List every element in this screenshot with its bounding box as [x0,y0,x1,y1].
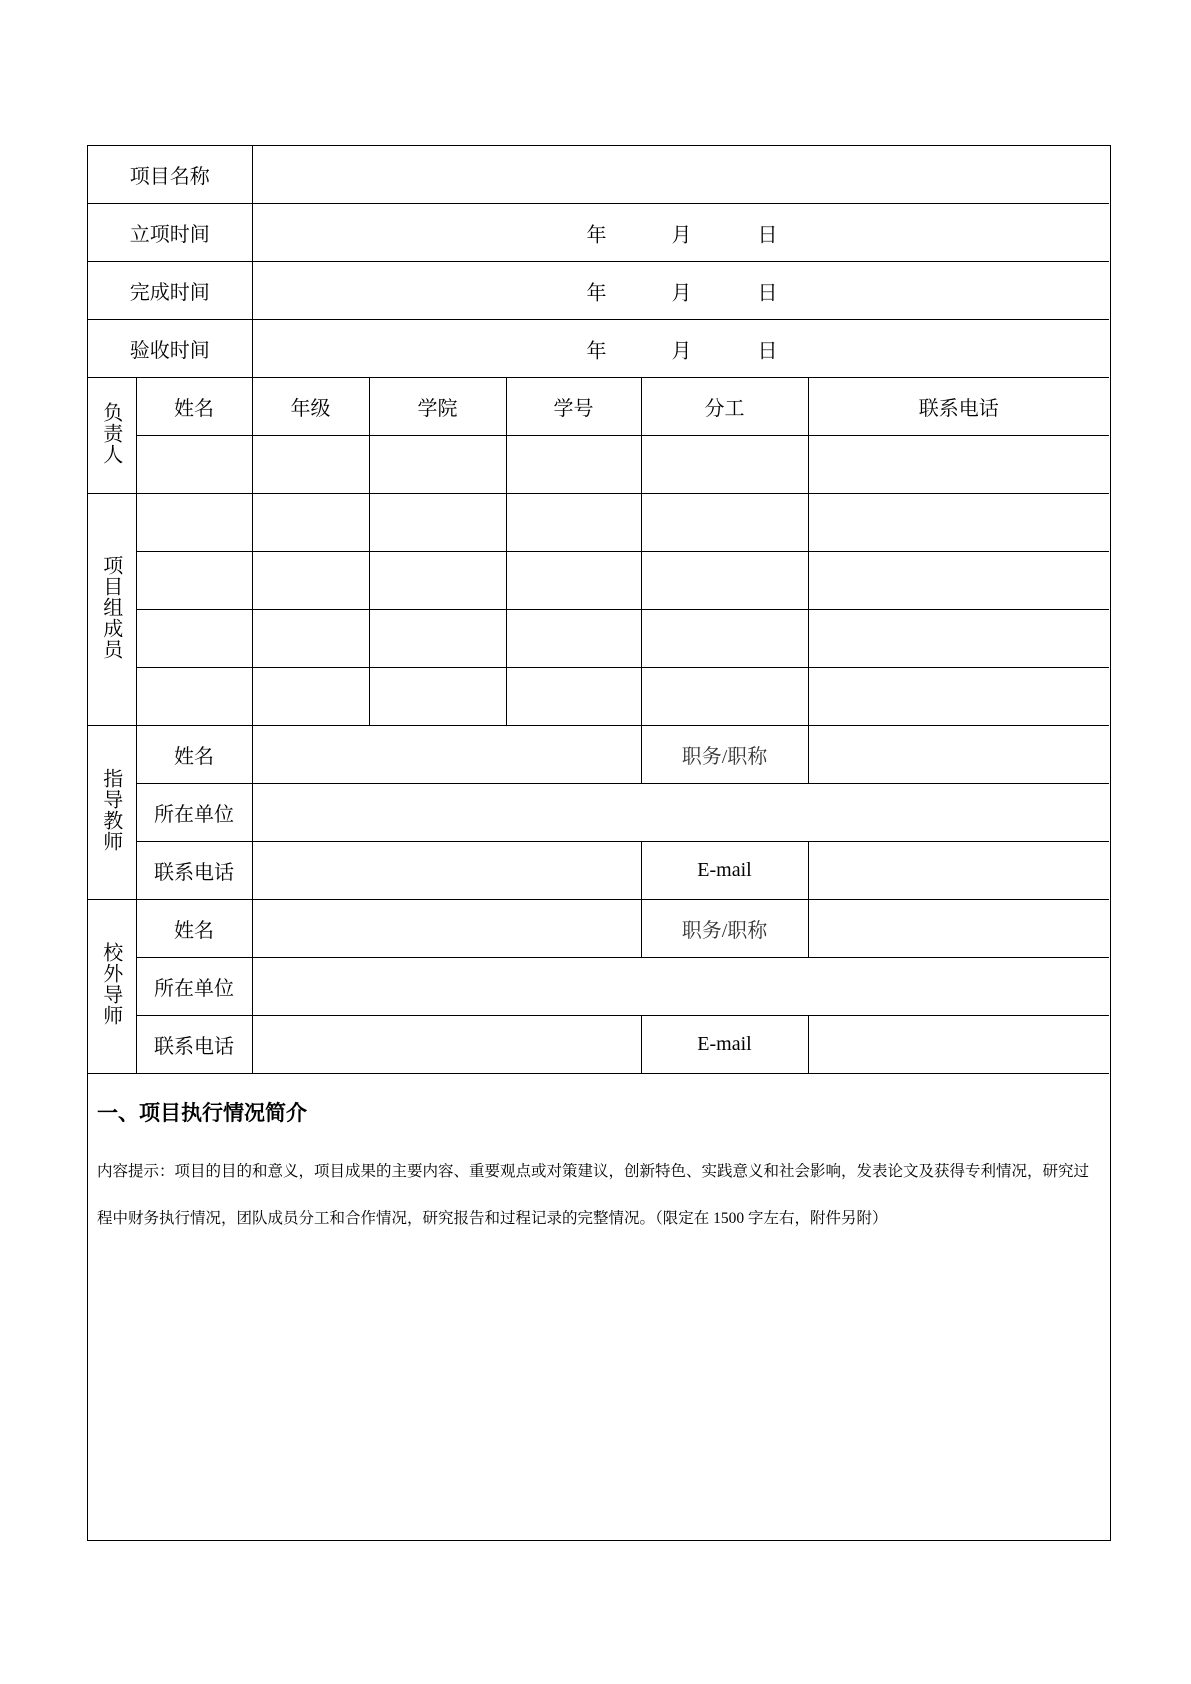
member-role-cell[interactable] [641,552,808,610]
advisor-unit-row [88,784,1109,842]
ext-advisor-unit-label: 所在单位 [136,958,252,1016]
month-unit: 月 [671,338,692,362]
advisor-name-row [88,726,1109,784]
year-unit: 年 [586,222,607,246]
member-row [88,494,1109,552]
ext-advisor-title-label: 职务/职称 [641,900,808,958]
advisor-title-field[interactable] [808,726,1109,784]
row-accept-date [88,320,1109,378]
start-date-field[interactable] [252,204,1109,262]
row-complete-date [88,262,1109,320]
project-name-label: 项目名称 [88,146,252,204]
header-name: 姓名 [136,378,252,436]
leader-grade-cell[interactable] [252,436,369,494]
member-college-cell[interactable] [369,552,506,610]
member-id-cell[interactable] [506,668,641,726]
member-row [88,552,1109,610]
row-start-date [88,204,1109,262]
header-student-id: 学号 [506,378,641,436]
ext-advisor-name-row [88,900,1109,958]
month-unit: 月 [671,222,692,246]
ext-advisor-phone-row [88,1016,1109,1074]
member-grade-cell[interactable] [252,668,369,726]
member-role-cell[interactable] [641,668,808,726]
member-id-cell[interactable] [506,552,641,610]
header-role: 分工 [641,378,808,436]
ext-advisor-section-label [88,900,136,1074]
member-id-cell[interactable] [506,610,641,668]
advisor-email-field[interactable] [808,842,1109,900]
accept-date-label: 验收时间 [88,320,252,378]
ext-advisor-email-label: E-mail [641,1016,808,1074]
ext-advisor-unit-row [88,958,1109,1016]
advisor-vertical-label: 指导教师 [99,768,124,852]
member-phone-cell[interactable] [808,668,1109,726]
advisor-phone-field[interactable] [252,842,641,900]
day-unit: 日 [757,338,778,362]
ext-advisor-title-field[interactable] [808,900,1109,958]
advisor-name-label: 姓名 [136,726,252,784]
advisor-title-label: 职务/职称 [641,726,808,784]
member-id-cell[interactable] [506,494,641,552]
member-grade-cell[interactable] [252,552,369,610]
ext-advisor-name-label: 姓名 [136,900,252,958]
ext-advisor-vertical-label: 校外导师 [99,942,124,1026]
advisor-unit-field[interactable] [252,784,1109,842]
leader-phone-cell[interactable] [808,436,1109,494]
members-vertical-label: 项目组成员 [99,554,124,660]
day-unit: 日 [757,222,778,246]
member-row [88,668,1109,726]
member-name-cell[interactable] [136,668,252,726]
ext-advisor-name-field[interactable] [252,900,641,958]
header-grade: 年级 [252,378,369,436]
year-unit: 年 [586,338,607,362]
member-college-cell[interactable] [369,494,506,552]
member-phone-cell[interactable] [808,552,1109,610]
header-college: 学院 [369,378,506,436]
advisor-unit-label: 所在单位 [136,784,252,842]
member-role-cell[interactable] [641,494,808,552]
row-project-name [88,146,1109,204]
leader-college-cell[interactable] [369,436,506,494]
member-row [88,610,1109,668]
member-grade-cell[interactable] [252,494,369,552]
leader-row [88,436,1109,494]
complete-date-label: 完成时间 [88,262,252,320]
summary-heading: 一、项目执行情况简介 [97,1101,307,1125]
summary-hint: 内容提示：项目的目的和意义，项目成果的主要内容、重要观点或对策建议，创新特色、实践意义和社会影响，发表论文及获得专利情况，研究过程中财务执行情况，团队成员分工和合作情况，研究报告和过程记录的完整情况。（限定在 1500 字左右，附件另附） [97,1163,1090,1227]
member-phone-cell[interactable] [808,494,1109,552]
advisor-section-label [88,726,136,900]
day-unit: 日 [757,280,778,304]
leader-header-row [88,378,1109,436]
leader-section-label [88,378,136,494]
member-college-cell[interactable] [369,610,506,668]
ext-advisor-phone-label: 联系电话 [136,1016,252,1074]
member-phone-cell[interactable] [808,610,1109,668]
summary-section[interactable] [88,1074,1110,1540]
ext-advisor-unit-field[interactable] [252,958,1109,1016]
advisor-phone-row [88,842,1109,900]
year-unit: 年 [586,280,607,304]
member-grade-cell[interactable] [252,610,369,668]
members-section-label [88,494,136,726]
member-name-cell[interactable] [136,610,252,668]
complete-date-field[interactable] [252,262,1109,320]
project-form [87,145,1111,1541]
start-date-label: 立项时间 [88,204,252,262]
member-name-cell[interactable] [136,552,252,610]
month-unit: 月 [671,280,692,304]
advisor-name-field[interactable] [252,726,641,784]
member-college-cell[interactable] [369,668,506,726]
member-role-cell[interactable] [641,610,808,668]
member-name-cell[interactable] [136,494,252,552]
accept-date-field[interactable] [252,320,1109,378]
header-phone: 联系电话 [808,378,1109,436]
ext-advisor-phone-field[interactable] [252,1016,641,1074]
project-name-field[interactable] [252,146,1109,204]
ext-advisor-email-field[interactable] [808,1016,1109,1074]
advisor-email-label: E-mail [641,842,808,900]
leader-role-cell[interactable] [641,436,808,494]
leader-id-cell[interactable] [506,436,641,494]
leader-vertical-label: 负责人 [99,401,124,465]
leader-name-cell[interactable] [136,436,252,494]
info-table [88,146,1109,1074]
advisor-phone-label: 联系电话 [136,842,252,900]
